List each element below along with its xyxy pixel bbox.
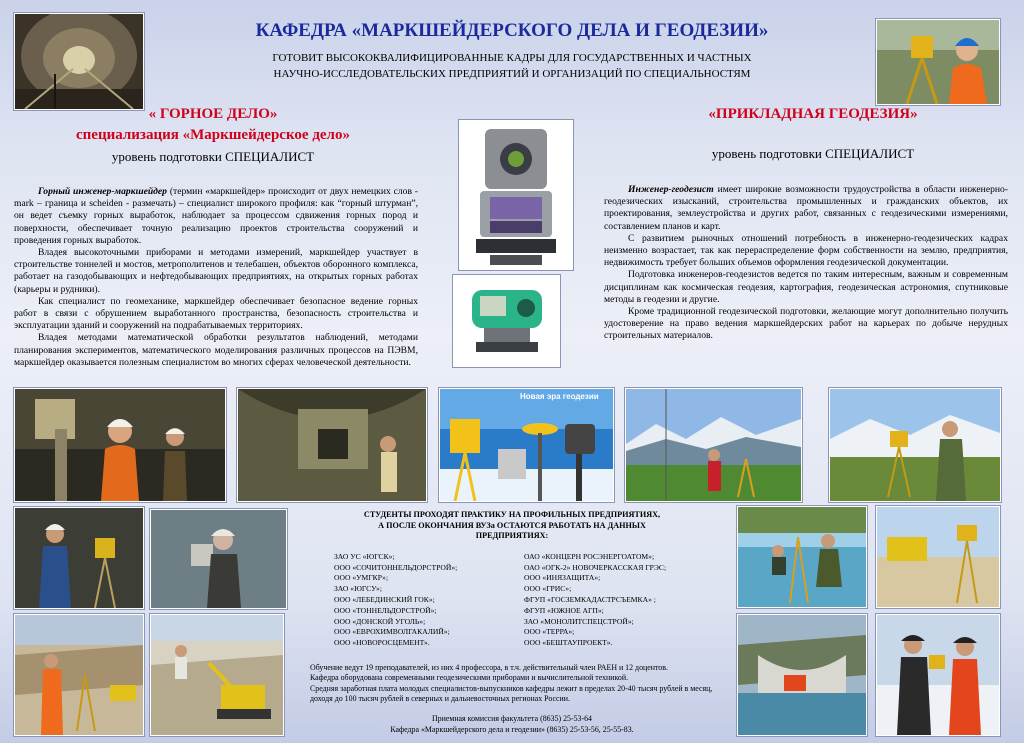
total-station-photo <box>459 120 573 270</box>
subtitle-line-1: ГОТОВИТ ВЫСОКОКВАЛИФИЦИРОВАННЫЕ КАДРЫ ДЛЯ ГОСУДАРСТВЕННЫХ И ЧАСТНЫХ <box>272 52 752 64</box>
page-title: КАФЕДРА «МАРКШЕЙДЕРСКОГО ДЕЛА И ГЕОДЕЗИИ» <box>255 20 769 41</box>
list-item: ООО «ИНЯЗАЩИТА»; <box>524 573 601 583</box>
right-term: Инженер-геодезист <box>628 184 714 195</box>
left-term: Горный инженер-маркшейдер <box>38 186 167 197</box>
list-item: ФГУП «ЮЖНОЕ АГП»; <box>524 605 604 615</box>
team-with-instrument-photo <box>14 507 144 609</box>
list-item: ООО «ТОННЕЛЬДОРСТРОЙ»; <box>334 605 437 615</box>
left-paragraph-2: Владея высокоточными приборами и методами измерений, маркшейдер участвует в строительстве тоннелей и мостов, метрополитенов и телебашен, объектов оборонного комплекса, работает на газодобывающих и нефтедобывающих предприятиях, на открытых горных работах (карьеры и рудники). <box>14 247 418 295</box>
list-item: ЗАО «ЮГСУ»; <box>334 584 382 594</box>
right-heading: «ПРИКЛАДНАЯ ГЕОДЕЗИЯ» <box>708 106 918 122</box>
subtitle-line-2: НАУЧНО-ИССЛЕДОВАТЕЛЬСКИХ ПРЕДПРИЯТИЙ И ОРГАНИЗАЦИЙ ПО СПЕЦИАЛЬНОСТЯМ <box>273 68 751 80</box>
list-item: ООО «ДОНСКОЙ УГОЛЬ»; <box>334 616 426 626</box>
enterprise-list-1 <box>334 552 524 649</box>
contact-admissions: Приемная комиссия факультета (8635) 25-53-64 <box>431 714 593 724</box>
road-construction-photo <box>876 506 1000 608</box>
left-text <box>14 186 418 369</box>
list-item: ООО «УМГКР»; <box>334 573 389 583</box>
mine-workers-photo <box>14 388 226 502</box>
info-staff: Обучение ведут 19 преподавателей, из них 4 профессора, в т.ч. действительный член РАЕН и 12 доцентов. <box>310 662 668 672</box>
tunnel-photo <box>14 13 144 110</box>
right-level: уровень подготовки СПЕЦИАЛИСТ <box>711 146 915 161</box>
list-item: ЗАО УС «ЮГСК»; <box>334 551 395 561</box>
list-item: ФГУП «ГОСЗЕМКАДАСТРСЪЕМКА» ; <box>524 594 656 604</box>
dam-photo <box>737 614 867 736</box>
list-item: ОАО «КОНЦЕРН РОСЭНЕРГОАТОМ»; <box>524 551 655 561</box>
excavator-photo <box>150 614 284 736</box>
list-item: ОАО «ОГК-2» НОВОЧЕРКАССКАЯ ГРЭС; <box>524 562 667 572</box>
list-item: ООО «ЕВРОХИМВОЛГАКАЛИЙ»; <box>334 627 450 637</box>
winter-survey-team-photo <box>876 614 1000 736</box>
info-salary: Средняя заработная плата молодых специалистов-выпускников кафедры лежит в пределах 20-40 тысяч рублей в месяц, доходя до 100 тысяч рублей в северных и дальневосточных регионах России. <box>310 683 713 703</box>
list-item: ООО «ЛЕБЕДИНСКИЙ ГОК»; <box>334 594 435 604</box>
enterprise-lists <box>334 552 714 649</box>
gnss-equipment-banner <box>439 388 614 502</box>
tunnel-equipment-photo <box>237 388 427 502</box>
quarry-surveyor-photo <box>14 614 144 736</box>
water-survey-photo <box>737 506 867 608</box>
list-item: ООО «ГРИС»; <box>524 584 572 594</box>
list-item: ООО «НОВОРОСЦЕМЕНТ». <box>334 638 430 648</box>
level-instrument-photo <box>453 275 560 367</box>
banner-caption: Новая эра геодезии <box>520 392 599 401</box>
enterprise-list-2 <box>524 552 714 649</box>
list-item: ЗАО «МОНОЛИТСПЕЦСТРОЙ»; <box>524 616 634 626</box>
list-item: ООО «СОЧИТОННЕЛЬДОРСТРОЙ»; <box>334 562 458 572</box>
right-paragraph-2: С развитием рыночных отношений потребность в инженерно-геодезических кадрах неизменно возрастает, так как перераспределение форм собственности на землю, предприятия, недвижимость требует больших объемов оформления геодезической документации. <box>604 232 1008 269</box>
field-surveyor-photo <box>829 388 1001 502</box>
surveyor-photo <box>876 19 1000 105</box>
left-paragraph-3: Как специалист по геомеханике, маркшейдер обеспечивает безопасное ведение горных работ в связи с обрушением выработанного пространства, безопасность строительства и эксплуатации зданий и сооружений на подрабатываемых территориях. <box>14 295 418 332</box>
right-paragraph-4: Кроме традиционной геодезической подготовки, желающие могут дополнительно получить удостоверение на право ведения маркшейдерских работ на карьерах по добыче нерудных строительных материалов. <box>604 306 1008 342</box>
left-heading-2: специализация «Маркшейдерское дело» <box>76 127 350 143</box>
info-equipment: Кафедра оборудована современными геодезическими приборами и вычислительной техникой. <box>310 673 629 683</box>
right-paragraph-3: Подготовка инженеров-геодезистов ведется по таким интересным, важным и современным дисциплинам как космическая геодезия, картография, геодезическая астрономия, спутниковые методы в геодезии и другие. <box>604 269 1008 305</box>
left-paragraph-1: Горный инженер-маркшейдер (термин «маркшейдер» происходит от двух немецких слов - mark – граница и scheiden - размечать) – специалист широкого профиля: как “горный штурман”, он ведет съемку горных выработок, наблюдает за процессом сдвижения горных пород и поверхности, обеспечивает точную реализацию проектов строительства сооружений и проведения горных выработок. <box>14 186 418 246</box>
mountain-survey-photo <box>625 388 802 502</box>
practice-title: СТУДЕНТЫ ПРОХОДЯТ ПРАКТИКУ НА ПРОФИЛЬНЫХ ПРЕДПРИЯТИЯХ, А ПОСЛЕ ОКОНЧАНИЯ ВУЗа ОСТАЮТСЯ РАБОТАТЬ НА ДАННЫХ ПРЕДПРИЯТИЯХ: <box>363 510 661 541</box>
contacts <box>310 714 714 735</box>
right-paragraph-1: Инженер-геодезист имеет широкие возможности трудоустройства в области инженерно-геодезических изысканий, строительства промышленных и гражданских объектов, их проектирования, землеустройства и других работ, связанных с геодезическими измерениями, составлением планов и карт. <box>604 184 1008 232</box>
list-item: ООО «ТЕРРА»; <box>524 627 575 637</box>
department-info <box>310 663 714 704</box>
right-text <box>604 184 1008 343</box>
practice-section <box>310 510 714 735</box>
left-level: уровень подготовки СПЕЦИАЛИСТ <box>111 149 315 164</box>
left-heading-1: « ГОРНОЕ ДЕЛО» <box>148 106 278 122</box>
left-paragraph-4: Владея методами математической обработки результатов наблюдений, методами планирования экспериментов, математического моделирования различных процессов на ПЭВМ, маркшейдер оказывается полезным специалистом во многих сферах человеческой деятельности. <box>14 332 418 368</box>
list-item: ООО «БЕШТАУПРОЕКТ». <box>524 638 613 648</box>
contact-department: Кафедра «Маркшейдерского дела и геодезии» (8635) 25-53-56, 25-55-83. <box>390 724 634 734</box>
subtitle <box>190 50 834 82</box>
underground-surveyor-photo <box>150 509 287 609</box>
